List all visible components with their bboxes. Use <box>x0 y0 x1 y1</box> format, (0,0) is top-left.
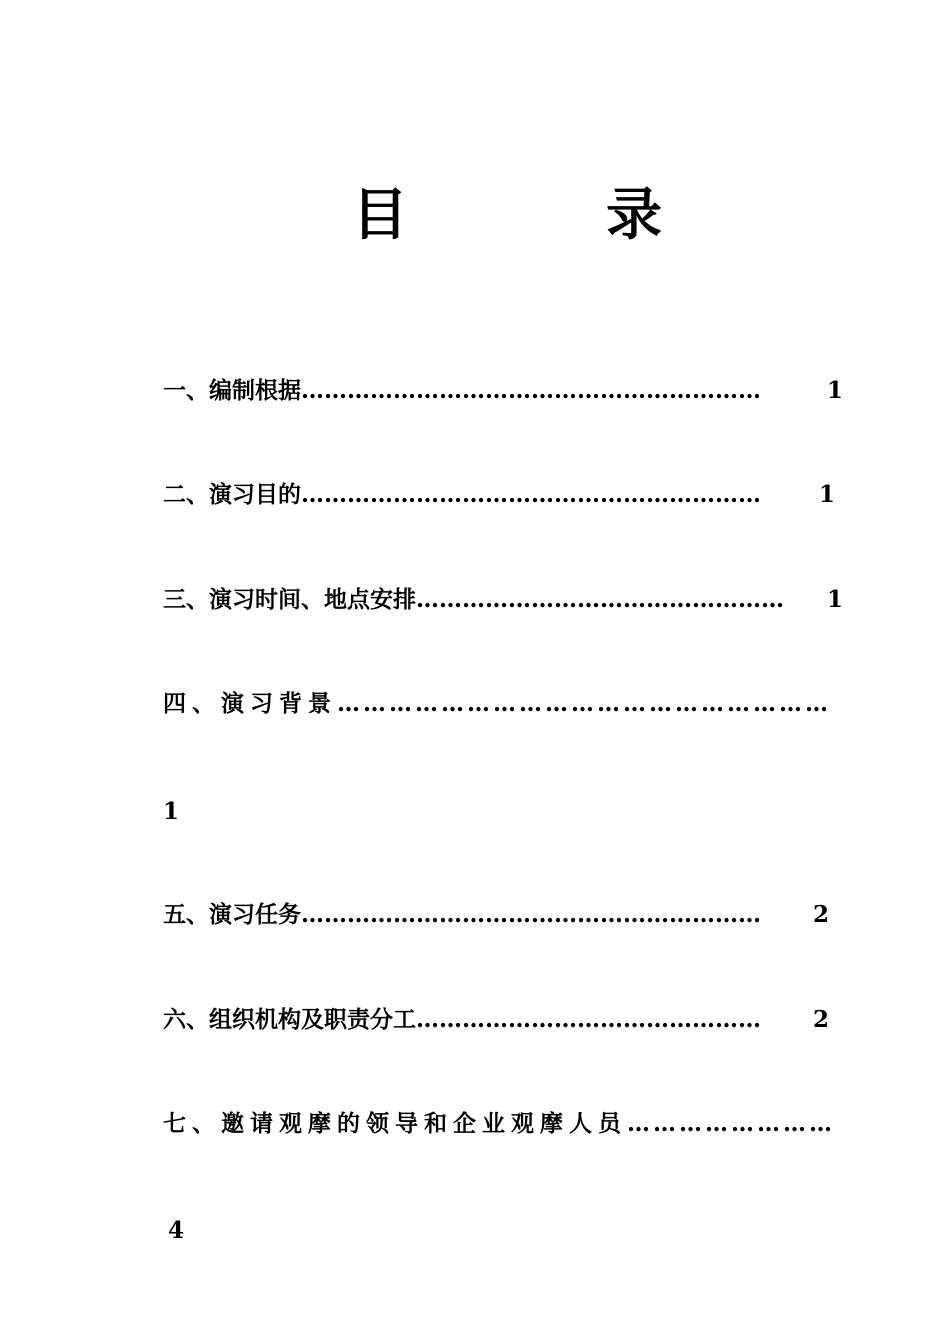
page-title <box>0 180 950 250</box>
toc-leader-dots: …………………… <box>627 1110 835 1137</box>
toc-page-number: 1 <box>163 798 180 825</box>
toc-entry-label: 六、组织机构及职责分工 <box>163 1006 416 1033</box>
toc-entry-label: 三、演习时间、地点安排 <box>163 586 416 613</box>
toc-entry-label: 七、邀请观摩的领导和企业观摩人员 <box>163 1110 627 1137</box>
toc-leader-dots: ………………………………………………… <box>337 690 831 717</box>
toc-entry-2[interactable] <box>163 480 853 510</box>
toc-entry-1[interactable] <box>163 376 853 406</box>
toc-entry-3[interactable] <box>163 585 853 615</box>
toc-entry-7[interactable] <box>163 1109 853 1139</box>
toc-leader-dots: …………………………………………………… <box>301 377 761 404</box>
toc-page-number: 1 <box>819 481 836 508</box>
toc-entry-label: 二、演习目的 <box>163 481 301 508</box>
toc-entry-label: 四、演习背景 <box>163 690 337 717</box>
toc-entry-6[interactable] <box>163 1005 853 1035</box>
toc-leader-dots: ……………………………………… <box>416 1006 761 1033</box>
toc-entry-label: 一、编制根据 <box>163 377 301 404</box>
title-char-2: 录 <box>606 182 662 248</box>
toc-leader-dots: …………………………………………………… <box>301 901 761 928</box>
toc-page-number: 2 <box>813 901 830 928</box>
toc-entry-4[interactable] <box>163 689 853 719</box>
toc-page-number: 4 <box>168 1217 185 1244</box>
title-char-1: 目 <box>352 182 408 248</box>
toc-page-number: 1 <box>827 377 844 404</box>
toc-leader-dots: ………………………………………… <box>416 586 784 613</box>
toc-page-number: 2 <box>813 1006 830 1033</box>
toc-page-number: 1 <box>827 586 844 613</box>
toc-entry-5[interactable] <box>163 900 853 930</box>
toc-leader-dots: …………………………………………………… <box>301 481 761 508</box>
toc-entry-label: 五、演习任务 <box>163 901 301 928</box>
